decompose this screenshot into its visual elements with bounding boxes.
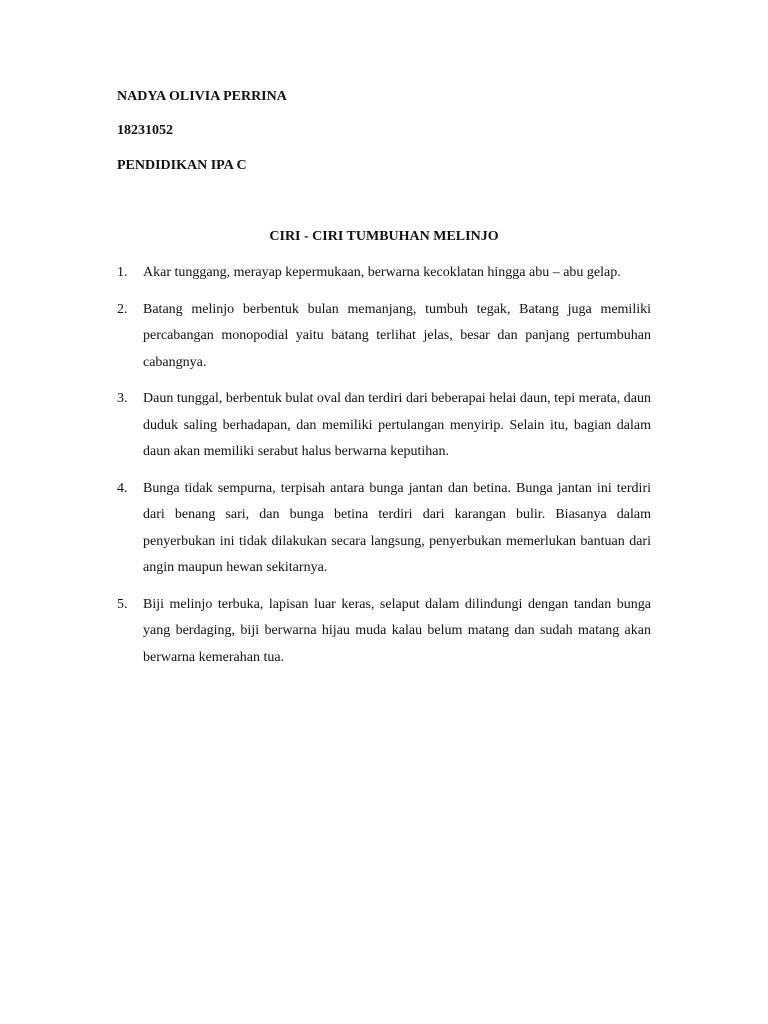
list-item (117, 260, 651, 287)
list-item-number: 1. (117, 265, 128, 280)
list-item (117, 386, 651, 466)
list-item-number: 2. (117, 301, 128, 317)
list-item (117, 592, 651, 672)
list-item-text: Bunga tidak sempurna, terpisah antara bunga jantan dan betina. Bunga jantan ini terdiri dari benang sari, dan bunga betina terdiri dari karangan bulir. Biasanya dalam penyerbukan ini tidak dilakukan secara langsung, penyerbukan memerlukan bantuan dari angin maupun hewan sekitarnya. (143, 480, 651, 575)
list-item-text: Batang melinjo berbentuk bulan memanjang, tumbuh tegak, Batang juga memiliki percabangan monopodial yaitu batang terlihat jelas, besar dan panjang pertumbuhan cabangnya. (143, 301, 651, 370)
characteristics-list (117, 260, 651, 681)
list-item (117, 476, 651, 582)
list-item-number: 4. (117, 480, 128, 496)
list-item-number: 3. (117, 391, 128, 406)
list-item-text: Biji melinjo terbuka, lapisan luar keras, selaput dalam dilindungi dengan tandan bunga yang berdaging, biji berwarna hijau muda kalau belum matang dan sudah matang akan berwarna kemerahan tua. (143, 596, 651, 665)
list-item-number: 5. (117, 596, 128, 612)
list-item-text: Akar tunggang, merayap kepermukaan, berwarna kecoklatan hingga abu – abu gelap. (143, 265, 621, 280)
student-id: 18231052 (117, 123, 173, 138)
author-name: NADYA OLIVIA PERRINA (117, 89, 287, 104)
class-name: PENDIDIKAN IPA C (117, 158, 247, 173)
list-item-text: Daun tunggal, berbentuk bulat oval dan terdiri dari beberapai helai daun, tepi merata, daun duduk saling berhadapan, dan memiliki pertulangan menyirip. Selain itu, bagian dalam daun akan memiliki serabut halus berwarna keputihan. (143, 391, 651, 459)
list-item (117, 297, 651, 377)
document-title: CIRI - CIRI TUMBUHAN MELINJO (269, 229, 499, 244)
